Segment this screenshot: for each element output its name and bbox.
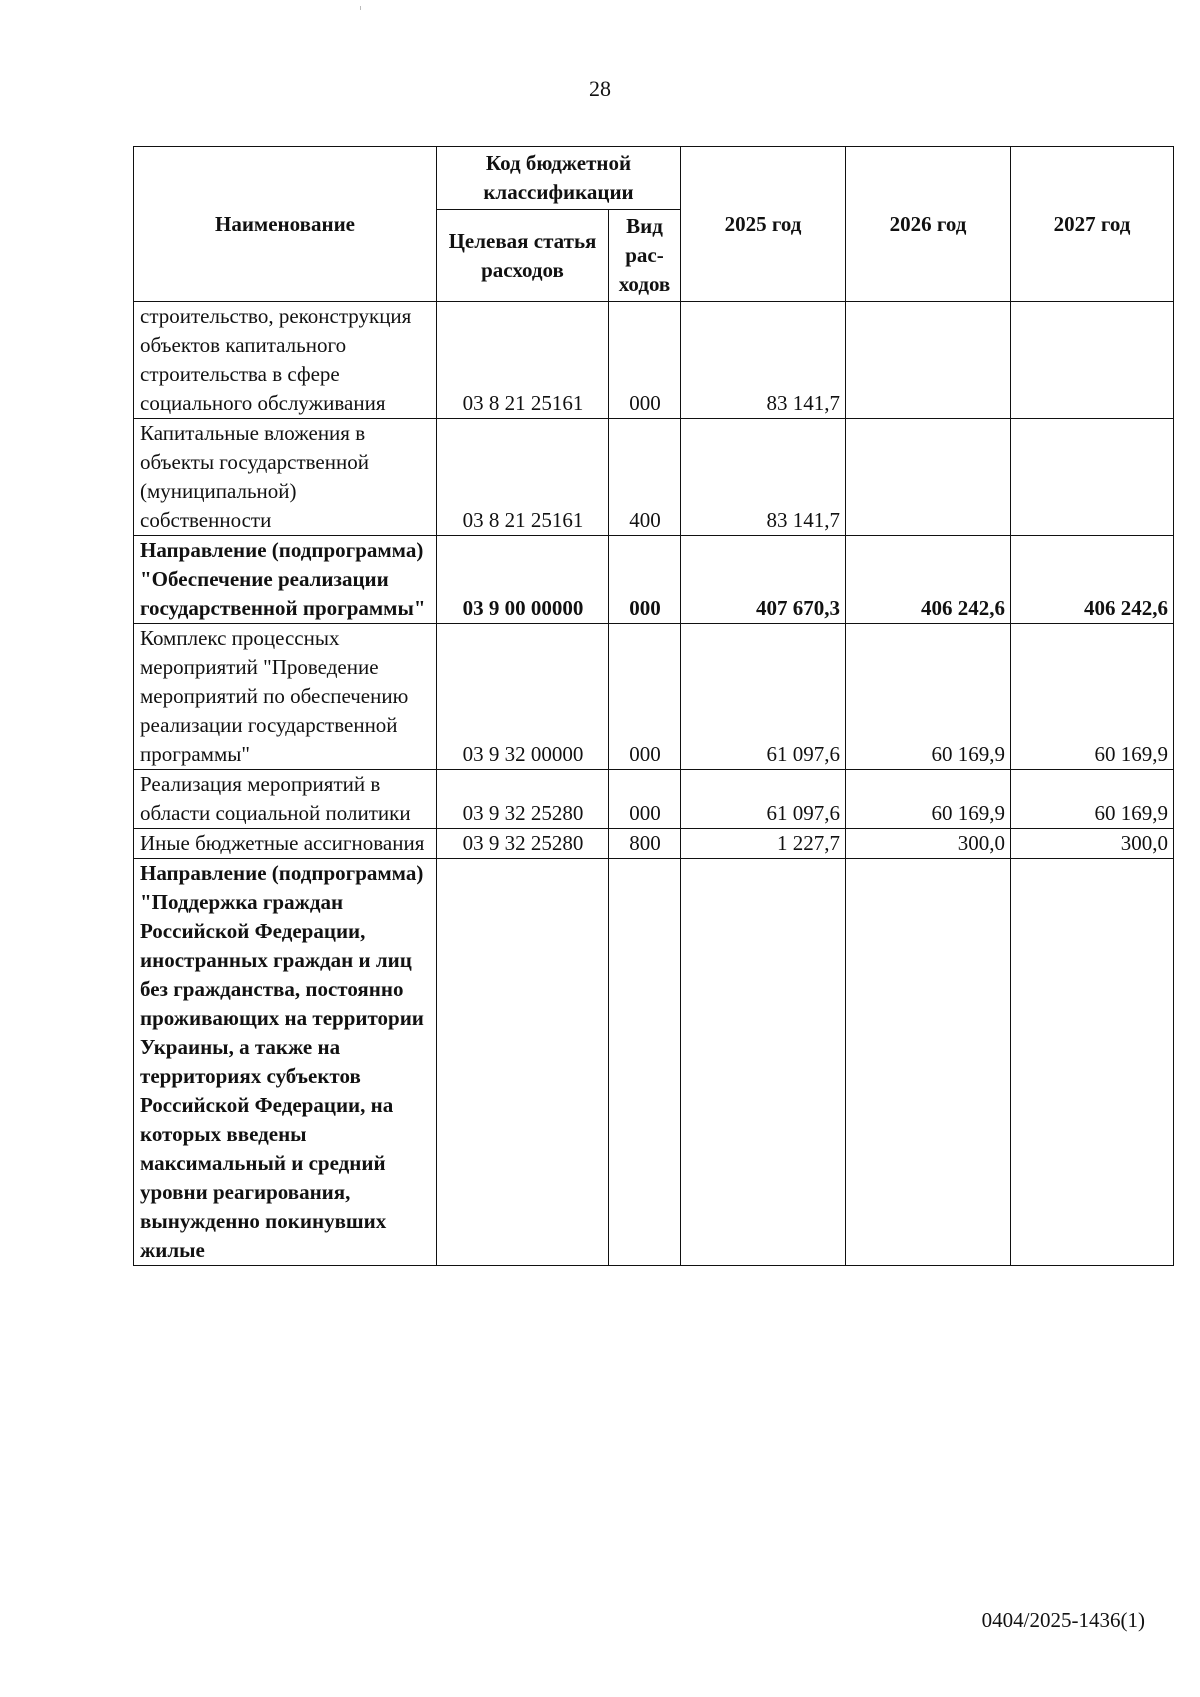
table-row <box>134 536 1174 624</box>
document-id: 0404/2025-1436(1) <box>981 1608 1145 1632</box>
table-row <box>134 419 1174 536</box>
row-value-2027: 406 242,6 <box>1011 536 1174 624</box>
row-value-2025: 407 670,3 <box>681 536 846 624</box>
row-target-code: 03 8 21 25161 <box>437 302 609 419</box>
row-value-2025: 1 227,7 <box>681 829 846 859</box>
row-name: Реализация мероприятий в области социальной политики <box>134 770 437 829</box>
header-year-2027: 2027 год <box>1011 147 1174 302</box>
row-value-2026: 300,0 <box>846 829 1011 859</box>
row-expense-type <box>609 859 681 1266</box>
row-value-2027 <box>1011 859 1174 1266</box>
table-row <box>134 770 1174 829</box>
row-name: Комплекс процессных мероприятий "Проведение мероприятий по обеспечению реализации государственной программы" <box>134 624 437 770</box>
scan-speck <box>360 6 361 10</box>
header-target-item: Целевая статья расходов <box>437 210 609 302</box>
row-value-2027 <box>1011 302 1174 419</box>
row-value-2027 <box>1011 419 1174 536</box>
row-target-code: 03 9 32 25280 <box>437 829 609 859</box>
row-expense-type: 400 <box>609 419 681 536</box>
table-row <box>134 624 1174 770</box>
row-value-2026: 60 169,9 <box>846 770 1011 829</box>
row-name: строительство, реконструкция объектов капитального строительства в сфере социального обслуживания <box>134 302 437 419</box>
row-target-code: 03 9 00 00000 <box>437 536 609 624</box>
row-value-2027: 60 169,9 <box>1011 770 1174 829</box>
row-value-2027: 300,0 <box>1011 829 1174 859</box>
row-target-code: 03 9 32 00000 <box>437 624 609 770</box>
header-name: Наименование <box>134 147 437 302</box>
row-value-2025: 83 141,7 <box>681 419 846 536</box>
page-number: 28 <box>589 76 611 101</box>
row-value-2025 <box>681 859 846 1266</box>
table-row <box>134 859 1174 1266</box>
row-value-2025: 83 141,7 <box>681 302 846 419</box>
row-name: Иные бюджетные ассигнования <box>134 829 437 859</box>
row-value-2026: 60 169,9 <box>846 624 1011 770</box>
row-name: Направление (подпрограмма) "Обеспечение реализации государственной программы" <box>134 536 437 624</box>
row-name: Капитальные вложения в объекты государственной (муниципальной) собственности <box>134 419 437 536</box>
row-expense-type: 000 <box>609 302 681 419</box>
row-value-2026 <box>846 419 1011 536</box>
row-value-2026 <box>846 859 1011 1266</box>
row-value-2026 <box>846 302 1011 419</box>
table-row <box>134 829 1174 859</box>
header-year-2026: 2026 год <box>846 147 1011 302</box>
header-kbk-group: Код бюджетной классификации <box>437 147 681 210</box>
header-expense-type: Вид рас-ходов <box>609 210 681 302</box>
row-target-code: 03 9 32 25280 <box>437 770 609 829</box>
row-value-2025: 61 097,6 <box>681 770 846 829</box>
budget-table <box>133 146 1174 1266</box>
row-expense-type: 000 <box>609 536 681 624</box>
row-expense-type: 800 <box>609 829 681 859</box>
row-value-2025: 61 097,6 <box>681 624 846 770</box>
row-expense-type: 000 <box>609 770 681 829</box>
header-year-2025: 2025 год <box>681 147 846 302</box>
table-row <box>134 302 1174 419</box>
row-value-2026: 406 242,6 <box>846 536 1011 624</box>
row-expense-type: 000 <box>609 624 681 770</box>
row-target-code <box>437 859 609 1266</box>
row-value-2027: 60 169,9 <box>1011 624 1174 770</box>
row-target-code: 03 8 21 25161 <box>437 419 609 536</box>
row-name: Направление (подпрограмма) "Поддержка граждан Российской Федерации, иностранных граждан и лиц без гражданства, постоянно проживающих на территории Украины, а также на территориях субъектов Российской Федерации, на которых введены максимальный и средний уровни реагирования, вынужденно покинувших жилые <box>134 859 437 1266</box>
